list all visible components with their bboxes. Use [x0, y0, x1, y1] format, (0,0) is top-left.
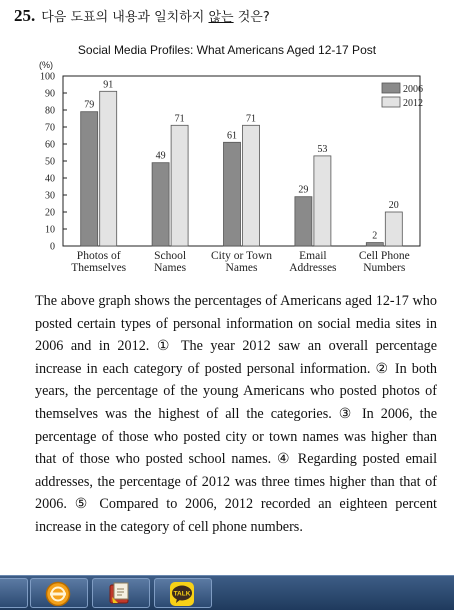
legend-label-2012: 2012 [403, 98, 423, 109]
data-label-2012: 20 [388, 200, 399, 211]
x-tick-label: Numbers [363, 262, 406, 274]
bar-2012 [100, 91, 117, 246]
option-5-mark: ⑤ [74, 496, 92, 513]
data-label-2012: 71 [174, 113, 185, 125]
x-tick-label: Themselves [71, 262, 127, 274]
chart-title: Social Media Profiles: What Americans Aged 12-17 Post [77, 43, 377, 57]
question-prompt-after: 것은? [233, 10, 270, 25]
taskbar-button-partial[interactable] [0, 578, 28, 608]
taskbar-button-document-app[interactable] [92, 578, 150, 608]
bar-2006 [81, 112, 98, 246]
y-tick-label: 30 [45, 190, 55, 202]
bar-2012 [171, 125, 188, 246]
data-label-2012: 53 [317, 143, 328, 155]
option-5-text: Compared to 2006, 2012 recorded an eighteen percent increase in the category of cell phone numbers. [35, 496, 437, 535]
bar-2012 [385, 212, 402, 246]
data-label-2006: 79 [84, 99, 95, 111]
bar-2012 [243, 125, 260, 246]
bar-2006 [295, 197, 312, 246]
y-tick-label: 90 [45, 88, 55, 100]
talk-label: TALK [173, 590, 191, 598]
data-label-2012: 91 [103, 79, 114, 91]
option-3-mark: ③ [338, 405, 355, 422]
y-tick-label: 80 [45, 105, 55, 117]
bar-2006 [152, 163, 169, 246]
data-label-2012: 71 [246, 113, 256, 125]
x-tick-label: Email [299, 250, 327, 262]
x-tick-label: Photos of [76, 250, 121, 262]
option-1-mark: ① [156, 338, 174, 355]
bar-2006 [224, 142, 241, 246]
x-tick-label: Cell Phone [358, 250, 410, 262]
legend-swatch-2006 [382, 83, 400, 93]
y-axis-unit-label: (%) [39, 60, 53, 70]
y-tick-label: 0 [50, 241, 55, 253]
x-tick-label: Names [154, 262, 187, 274]
option-1-text: The year 2012 saw an overall percentage increase in each category of posted personal information. [35, 338, 438, 377]
bar-2012 [314, 156, 331, 246]
data-label-2006: 2 [372, 230, 378, 242]
y-tick-label: 20 [45, 207, 55, 219]
taskbar-button-circle-app[interactable] [30, 578, 88, 608]
taskbar-button-talk[interactable] [154, 578, 212, 608]
option-3-text: In 2006, the percentage of those who posted city or town names was higher than that of those who posted school names. [35, 405, 437, 468]
question-prompt-underlined: 않는 [208, 10, 234, 25]
x-tick-label: Addresses [289, 262, 337, 274]
legend-label-2006: 2006 [403, 84, 423, 95]
y-tick-label: 100 [40, 71, 55, 83]
legend-swatch-2012 [382, 97, 400, 107]
x-tick-label: City or Town [211, 250, 272, 262]
option-4-mark: ④ [276, 451, 292, 468]
kakaotalk-icon [169, 581, 195, 607]
data-label-2006: 61 [227, 130, 237, 142]
y-tick-label: 40 [45, 173, 55, 185]
question-prompt-before: 다음 도표의 내용과 일치하지 [41, 10, 209, 25]
document-app-icon [107, 581, 133, 607]
y-tick-label: 10 [45, 224, 55, 236]
option-2-text: In both years, the percentage of the young Americans who posted photos of themselves was the highest of all the categories. [35, 360, 438, 422]
x-tick-label: School [154, 250, 187, 262]
passage-intro: The above graph shows the percentages of Americans aged 12-17 who posted certain types of personal information on social media sites in 2006 and in 2012. [35, 293, 437, 355]
option-2-mark: ② [375, 360, 390, 377]
option-4-text: Regarding posted email addresses, the percentage of 2012 was three times higher than that of 2006. [35, 451, 438, 513]
bar-2006 [366, 243, 383, 246]
y-tick-label: 70 [45, 122, 55, 134]
question-number: 25. [14, 6, 36, 25]
x-tick-label: Names [225, 262, 258, 274]
question-line [14, 6, 270, 26]
data-label-2006: 29 [298, 184, 309, 196]
taskbar [0, 575, 454, 610]
y-tick-label: 50 [45, 156, 55, 168]
orange-circle-icon [45, 581, 71, 607]
data-label-2006: 49 [155, 150, 166, 162]
passage [35, 290, 437, 539]
bar-chart [0, 58, 454, 283]
y-tick-label: 60 [45, 139, 55, 151]
